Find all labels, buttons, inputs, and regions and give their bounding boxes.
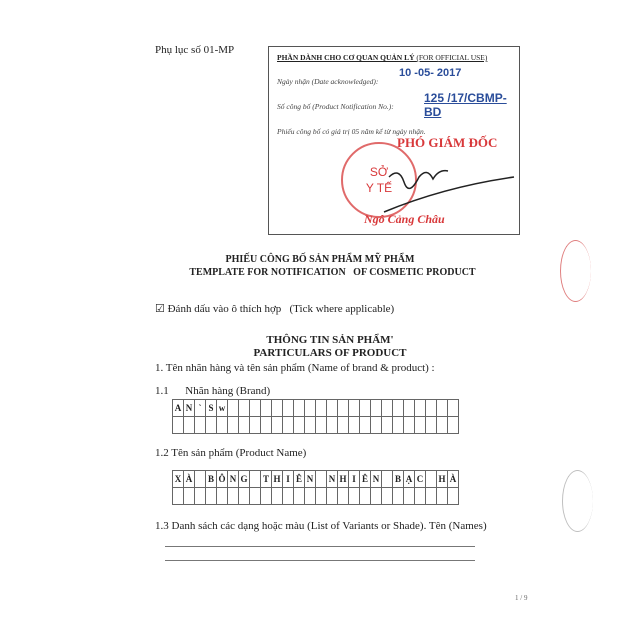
grid-cell-empty[interactable]	[393, 417, 404, 434]
grid-cell-empty[interactable]	[195, 417, 206, 434]
tick-instruction	[155, 302, 394, 315]
grid-cell[interactable]: Ạ	[404, 471, 415, 488]
grid-cell[interactable]: N	[184, 400, 195, 417]
official-use-box	[268, 46, 520, 235]
grid-cell-empty[interactable]	[184, 488, 195, 505]
notification-no-value: 125 /17/CBMP-BD	[424, 91, 507, 119]
names-line-1[interactable]	[165, 546, 475, 547]
grid-cell-empty[interactable]	[305, 488, 316, 505]
partial-stamp-icon	[560, 240, 591, 302]
grid-cell[interactable]: T	[261, 471, 272, 488]
brand-grid[interactable]	[172, 399, 459, 434]
grid-cell-empty[interactable]	[228, 488, 239, 505]
grid-cell[interactable]	[415, 400, 426, 417]
grid-cell-empty[interactable]	[426, 417, 437, 434]
grid-cell[interactable]	[360, 400, 371, 417]
grid-cell[interactable]: B	[393, 471, 404, 488]
stamp-line2: Y TẾ	[365, 181, 393, 195]
grid-cell-empty[interactable]	[404, 488, 415, 505]
grid-cell[interactable]	[437, 400, 448, 417]
grid-cell-empty[interactable]	[448, 488, 459, 505]
grid-cell-empty[interactable]	[272, 488, 283, 505]
grid-cell[interactable]: H	[338, 471, 349, 488]
page-number: 1 / 9	[515, 594, 528, 602]
tick-vi: ☑ Đánh dấu vào ô thích hợp	[155, 303, 282, 315]
grid-cell-empty[interactable]	[283, 488, 294, 505]
grid-cell-empty[interactable]	[360, 488, 371, 505]
grid-cell-empty[interactable]	[360, 417, 371, 434]
grid-cell-empty[interactable]	[261, 417, 272, 434]
grid-cell[interactable]: Ô	[217, 471, 228, 488]
grid-cell-empty[interactable]	[371, 488, 382, 505]
grid-cell-empty[interactable]	[294, 488, 305, 505]
position-title: PHÓ GIÁM ĐỐC	[397, 135, 498, 150]
grid-cell-empty[interactable]	[195, 488, 206, 505]
grid-cell-empty[interactable]	[173, 417, 184, 434]
grid-cell-empty[interactable]	[228, 417, 239, 434]
grid-cell[interactable]	[393, 400, 404, 417]
grid-cell-empty[interactable]	[316, 417, 327, 434]
grid-cell[interactable]	[448, 400, 459, 417]
grid-cell[interactable]	[382, 471, 393, 488]
grid-cell-empty[interactable]	[217, 488, 228, 505]
grid-cell[interactable]: B	[206, 471, 217, 488]
grid-cell[interactable]	[305, 400, 316, 417]
grid-cell[interactable]	[272, 400, 283, 417]
grid-cell[interactable]	[250, 471, 261, 488]
grid-cell[interactable]: À	[448, 471, 459, 488]
grid-cell[interactable]: N	[305, 471, 316, 488]
grid-cell[interactable]: H	[272, 471, 283, 488]
product-name-grid[interactable]	[172, 470, 459, 505]
tick-en: (Tick where applicable)	[289, 303, 395, 315]
grid-cell-empty[interactable]	[272, 417, 283, 434]
title-en: TEMPLATE FOR NOTIFICATION OF COSMETIC PRODUCT	[189, 267, 476, 278]
grid-cell-empty[interactable]	[239, 417, 250, 434]
grid-cell[interactable]: À	[184, 471, 195, 488]
grid-cell-empty[interactable]	[173, 488, 184, 505]
grid-cell[interactable]	[426, 471, 437, 488]
grid-cell[interactable]	[195, 471, 206, 488]
item-1-3: 1.3 Danh sách các dạng hoặc màu (List of Variants or Shade). Tên (Names)	[155, 520, 487, 532]
grid-cell-empty[interactable]	[437, 417, 448, 434]
grid-cell-empty[interactable]	[250, 417, 261, 434]
grid-cell[interactable]	[283, 400, 294, 417]
grid-cell-empty[interactable]	[239, 488, 250, 505]
grid-cell[interactable]: X	[173, 471, 184, 488]
grid-cell[interactable]	[316, 471, 327, 488]
date-label: Ngày nhận (Date acknowledged):	[277, 77, 379, 86]
grid-cell-empty[interactable]	[250, 488, 261, 505]
partial-stamp-icon-2	[562, 470, 593, 532]
grid-cell-empty[interactable]	[338, 488, 349, 505]
grid-cell-empty[interactable]	[349, 417, 360, 434]
grid-cell-empty[interactable]	[338, 417, 349, 434]
grid-cell[interactable]: H	[437, 471, 448, 488]
item-1-2: 1.2 Tên sản phẩm (Product Name)	[155, 447, 307, 459]
grid-cell-empty[interactable]	[382, 417, 393, 434]
signer-name: Ngô Cảng Châu	[364, 212, 445, 226]
item-1: 1. Tên nhãn hàng và tên sản phẩm (Name of brand & product) :	[155, 362, 435, 374]
grid-cell[interactable]: Ê	[294, 471, 305, 488]
grid-cell-empty[interactable]	[371, 417, 382, 434]
appendix-label: Phụ lục số 01-MP	[155, 44, 235, 56]
grid-cell-empty[interactable]	[349, 488, 360, 505]
grid-cell-empty[interactable]	[437, 488, 448, 505]
grid-cell[interactable]: Ê	[360, 471, 371, 488]
grid-cell-empty[interactable]	[382, 488, 393, 505]
grid-cell[interactable]: A	[173, 400, 184, 417]
grid-cell-empty[interactable]	[206, 488, 217, 505]
grid-cell[interactable]	[239, 400, 250, 417]
grid-cell-empty[interactable]	[217, 417, 228, 434]
grid-cell-empty[interactable]	[206, 417, 217, 434]
grid-cell[interactable]: N	[228, 471, 239, 488]
grid-cell-empty[interactable]	[327, 417, 338, 434]
grid-cell[interactable]: N	[327, 471, 338, 488]
grid-cell-empty[interactable]	[283, 417, 294, 434]
grid-cell-empty[interactable]	[316, 488, 327, 505]
grid-cell[interactable]: w	[217, 400, 228, 417]
official-header-en: (FOR OFFICIAL USE)	[416, 53, 488, 62]
signature-icon	[379, 157, 519, 217]
item-1-1: 1.1 Nhãn hàng (Brand)	[155, 385, 271, 397]
grid-cell-empty[interactable]	[305, 417, 316, 434]
grid-cell[interactable]	[349, 400, 360, 417]
section-title-vi: THÔNG TIN SẢN PHẨM'	[266, 334, 394, 346]
grid-cell-empty[interactable]	[327, 488, 338, 505]
official-header	[277, 53, 487, 62]
grid-cell-empty[interactable]	[415, 488, 426, 505]
grid-cell-empty[interactable]	[261, 488, 272, 505]
grid-cell[interactable]: `	[195, 400, 206, 417]
grid-cell[interactable]: S	[206, 400, 217, 417]
grid-cell-empty[interactable]	[415, 417, 426, 434]
grid-cell[interactable]	[228, 400, 239, 417]
grid-cell-empty[interactable]	[404, 417, 415, 434]
grid-cell[interactable]: C	[415, 471, 426, 488]
title-vi: PHIẾU CÔNG BỐ SẢN PHẨM MỸ PHẨM	[225, 254, 415, 265]
grid-cell[interactable]	[382, 400, 393, 417]
grid-cell[interactable]: G	[239, 471, 250, 488]
grid-cell[interactable]	[316, 400, 327, 417]
stamp-line1: SỞ	[369, 165, 389, 179]
names-line-2[interactable]	[165, 560, 475, 561]
grid-cell[interactable]	[371, 400, 382, 417]
grid-cell[interactable]: I	[283, 471, 294, 488]
grid-cell[interactable]	[261, 400, 272, 417]
date-value: 10 -05- 2017	[399, 67, 462, 79]
grid-cell[interactable]: N	[371, 471, 382, 488]
section-title-en: PARTICULARS OF PRODUCT	[253, 347, 407, 359]
validity-note: Phiếu công bố có giá trị 05 năm kể từ ngày nhận.	[277, 127, 426, 136]
grid-cell[interactable]	[338, 400, 349, 417]
grid-cell-empty[interactable]	[184, 417, 195, 434]
grid-cell[interactable]: I	[349, 471, 360, 488]
grid-cell[interactable]	[327, 400, 338, 417]
grid-cell[interactable]	[250, 400, 261, 417]
grid-cell-empty[interactable]	[426, 488, 437, 505]
grid-cell[interactable]	[426, 400, 437, 417]
grid-cell-empty[interactable]	[294, 417, 305, 434]
grid-cell-empty[interactable]	[393, 488, 404, 505]
grid-cell-empty[interactable]	[448, 417, 459, 434]
grid-cell[interactable]	[404, 400, 415, 417]
grid-cell[interactable]	[294, 400, 305, 417]
official-header-vi: PHẦN DÀNH CHO CƠ QUAN QUẢN LÝ	[277, 53, 415, 62]
notification-no-label: Số công bố (Product Notification No.):	[277, 102, 394, 111]
